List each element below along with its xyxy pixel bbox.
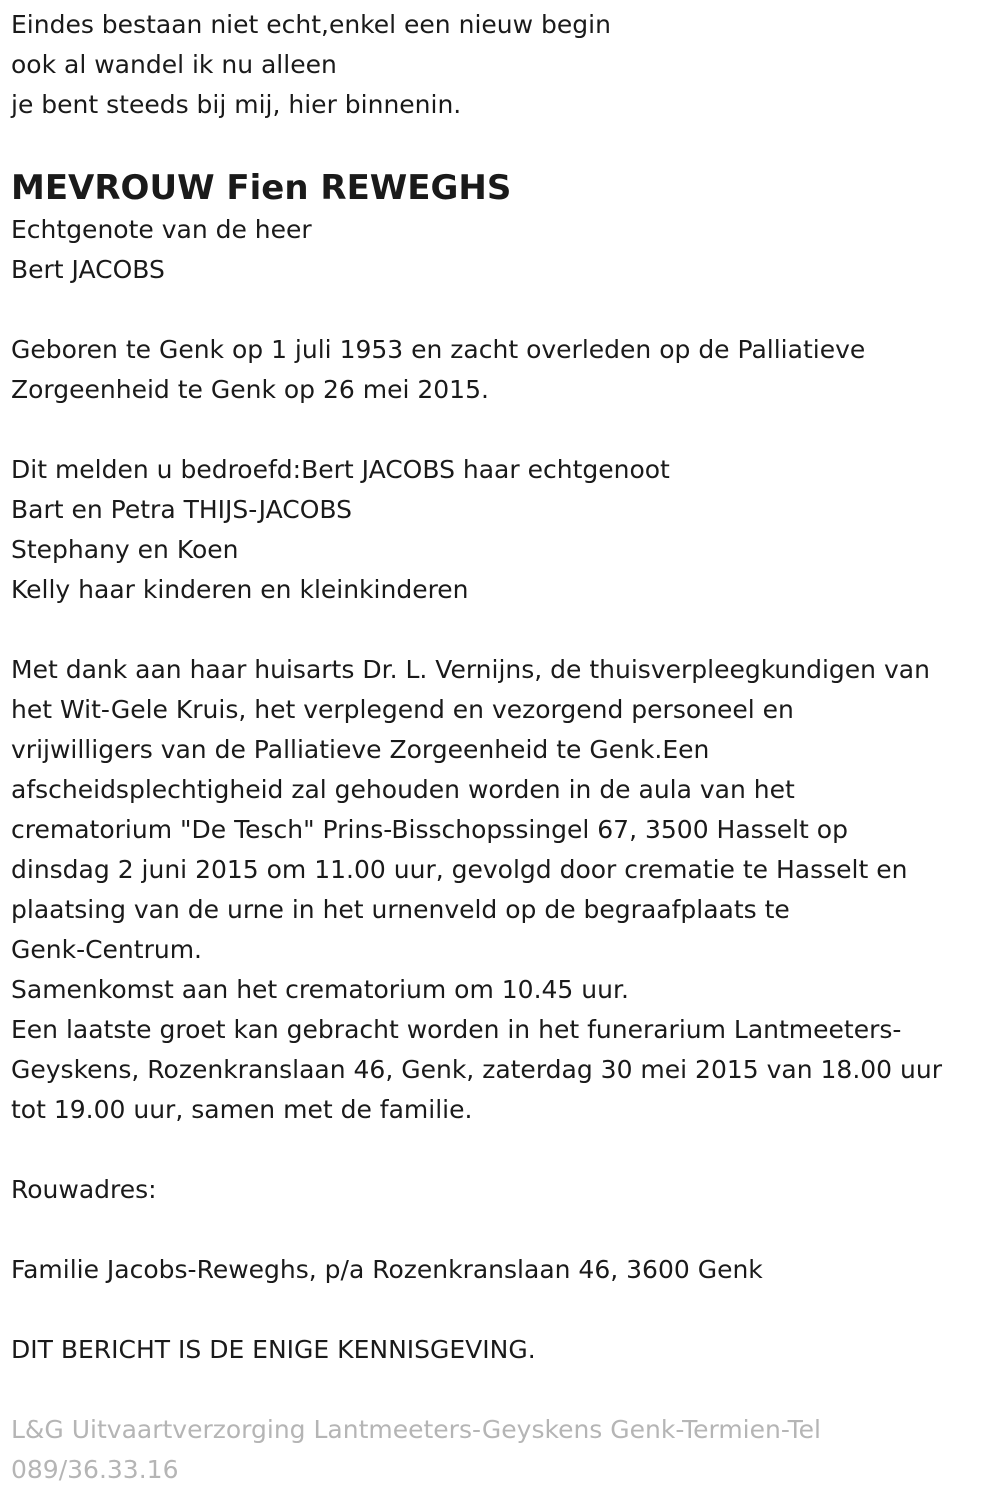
details-line: vrijwilligers van de Palliatieve Zorgeenheid te Genk.Een [11,735,710,764]
mourning-address: Familie Jacobs-Reweghs, p/a Rozenkranslaan 46, 3600 Genk [11,1255,763,1284]
details-line: Geyskens, Rozenkranslaan 46, Genk, zaterdag 30 mei 2015 van 18.00 uur [11,1055,943,1084]
details-section [11,650,1000,1130]
footer-line: 089/36.33.16 [11,1455,179,1484]
address-label: Rouwadres: [11,1175,157,1204]
birth-death-section [11,330,1000,410]
announcer-line: Bart en Petra THIJS-JACOBS [11,495,352,524]
spouse-name: Bert JACOBS [11,255,165,284]
birth-death-line: Zorgeenheid te Genk op 26 mei 2015. [11,375,489,404]
funeral-home-footer [11,1410,1000,1490]
details-line: Samenkomst aan het crematorium om 10.45 uur. [11,975,629,1004]
deceased-name-title: MEVROUW Fien REWEGHS [11,168,512,208]
details-line: tot 19.00 uur, samen met de familie. [11,1095,473,1124]
announcer-line: Stephany en Koen [11,535,239,564]
announcer-line: Dit melden u bedroefd:Bert JACOBS haar echtgenoot [11,455,670,484]
details-line: het Wit-Gele Kruis, het verplegend en vezorgend personeel en [11,695,794,724]
poem-line: je bent steeds bij mij, hier binnenin. [11,90,462,119]
spouse-line: Echtgenote van de heer [11,215,312,244]
birth-death-line: Geboren te Genk op 1 juli 1953 en zacht overleden op de Palliatieve [11,335,866,364]
spacer [11,1370,1000,1410]
details-line: crematorium "De Tesch" Prins-Bisschopssingel 67, 3500 Hasselt op [11,815,848,844]
spacer [11,1210,1000,1250]
poem-line: Eindes bestaan niet echt,enkel een nieuw begin [11,10,611,39]
poem [11,0,1000,125]
announcer-line: Kelly haar kinderen en kleinkinderen [11,575,469,604]
details-line: Met dank aan haar huisarts Dr. L. Vernijns, de thuisverpleegkundigen van [11,655,930,684]
spacer [11,290,1000,330]
spacer [11,410,1000,450]
poem-line: ook al wandel ik nu alleen [11,50,337,79]
spouse-section [11,210,1000,290]
spacer [11,1130,1000,1170]
details-line: Een laatste groet kan gebracht worden in het funerarium Lantmeeters- [11,1015,902,1044]
details-line: Genk-Centrum. [11,935,203,964]
details-line: afscheidsplechtigheid zal gehouden worden in de aula van het [11,775,795,804]
announcers-section [11,450,1000,610]
sole-notice: DIT BERICHT IS DE ENIGE KENNISGEVING. [11,1335,536,1364]
footer-line: L&G Uitvaartverzorging Lantmeeters-Geyskens Genk-Termien-Tel [11,1415,821,1444]
details-line: plaatsing van de urne in het urnenveld op de begraafplaats te [11,895,790,924]
spacer [11,610,1000,650]
details-line: dinsdag 2 juni 2015 om 11.00 uur, gevolgd door crematie te Hasselt en [11,855,908,884]
spacer [11,1290,1000,1330]
